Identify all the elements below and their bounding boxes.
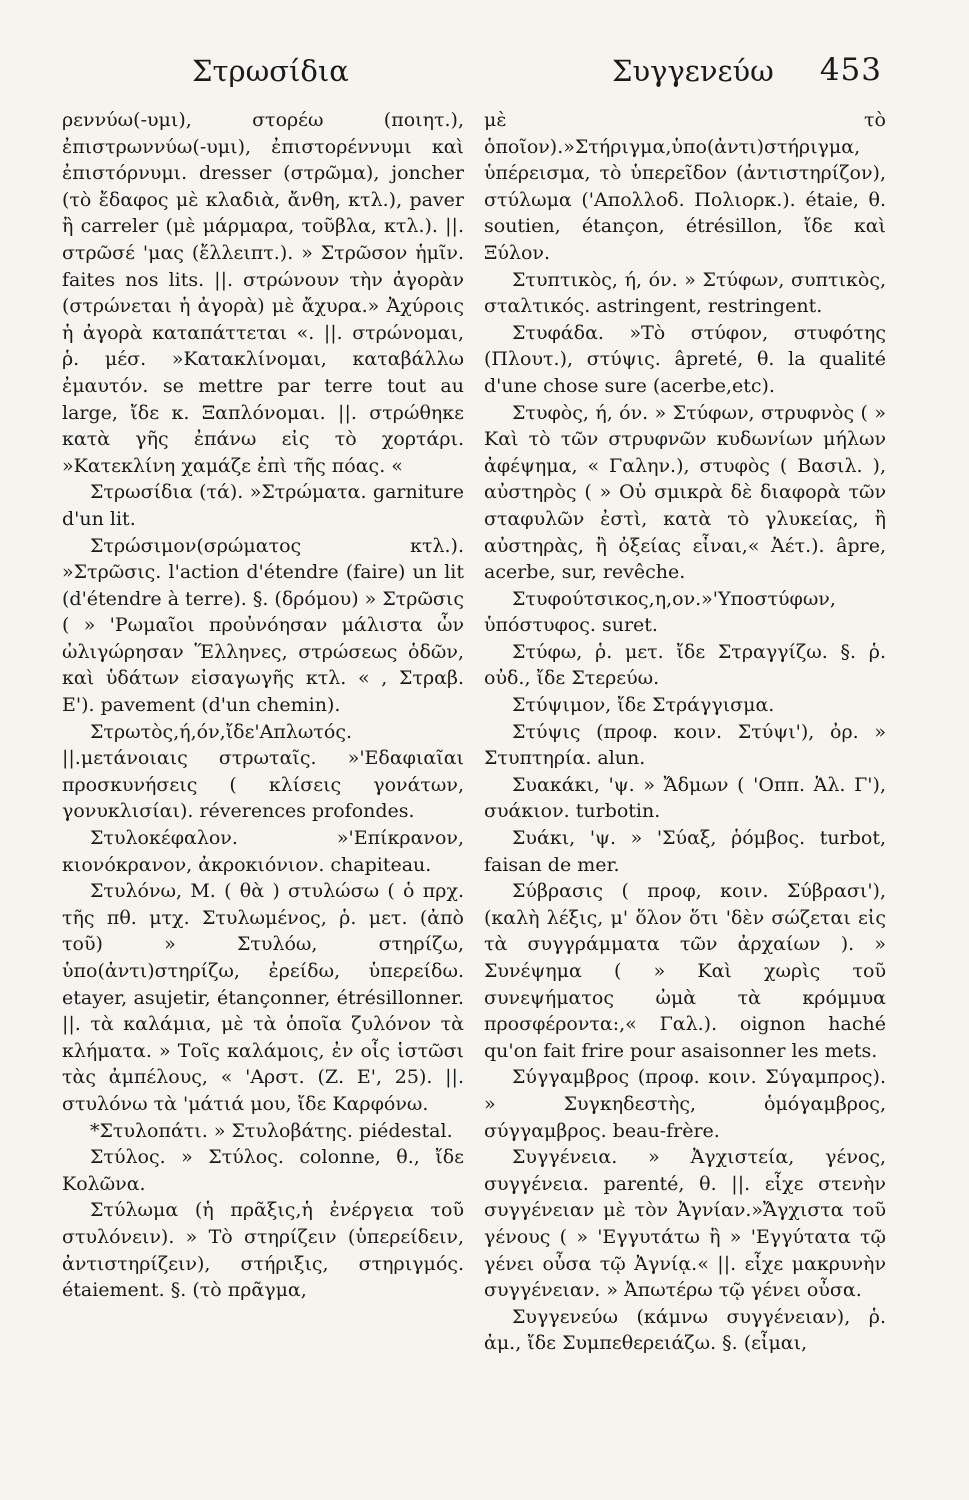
entry-paragraph: *Στυλοπάτι. » Στυλοβάτης. piédestal. [90, 1119, 453, 1142]
entry-paragraph: Στύλωμα (ἡ πρᾶξις,ἡ ἐνέργεια τοῦ στυλόνειν). » Τὸ στηρίζειν (ὑπερείδειν, ἀντιστηρίζειν), στήριξις, στηριγμός. étaiement. §. (τὸ πρᾶγμα, [62, 1199, 464, 1302]
entry-paragraph: Στύψιμον, ἴδε Στράγγισμα. [512, 694, 775, 717]
entry-paragraph: Συγγένεια. » Ἀγχιστεία, γένος, συγγένεια. parenté, θ. ||. εἶχε στενὴν συγγένειαν μὲ τὸν Ἀγνίαν.»Ἄγχιστα τοῦ γένους ( » 'Εγγυτάτω ἢ » 'Εγγύτατα τῷ γένει οὖσα τῷ Ἀγνίᾳ.« ||. εἶχε μακρυνὴν συγγένειαν. » Ἀπωτέρω τῷ γένει οὖσα. [484, 1146, 886, 1302]
entry-paragraph: Στρωτὸς,ή,όν,ἴδε'Απλωτός. ||.μετάνοιαις στρωταῖς. »'Εδαφιαῖαι προσκυνήσεις ( κλίσεις γονάτων, γονυκλισίαι). réverences profondes. [62, 720, 464, 823]
entry-paragraph: Στύψις (προφ. κοιν. Στύψι'), ὀρ. » Στυπτηρία. alun. [484, 720, 886, 770]
entry-paragraph: Σύβρασις ( προφ, κοιν. Σύβρασι'), (καλὴ λέξις, μ' ὅλον ὅτι 'δὲν σώζεται εἰς τὰ συγγράμματα τῶν ἀρχαίων ). » Συνέψημα ( » Καὶ χωρὶς τοῦ συνεψήματος ὠμὰ τὰ κρόμμυα προσφέροντα:,« Γαλ.). oignon haché qu'on fait frire pour asaisonner les mets. [484, 880, 886, 1062]
header-left-word: Στρωσίδια [192, 54, 349, 88]
entry-paragraph: Στυλόνω, Μ. ( θὰ ) στυλώσω ( ὁ πρχ. τῆς πθ. μτχ. Στυλωμένος, ῥ. μετ. (ἀπὸ τοῦ) » Στυλόω, στηρίζω, ὑπο(ἀντι)στηρίζω, ἐρείδω, ὑπερείδω. etayer, asujetir, étançonner, étrésillonner. ||. τὰ καλάμια, μὲ τὰ ὁποῖα ζυλόνον τὰ κλήματα. » Τοῖς καλάμοις, ἐν οἷς ἱστῶσι τὰς ἀμπέλους, « 'Αρστ. (Ζ. Ε', 25). ||. στυλόνω τὰ 'μάτιά μου, ἴδε Καρφόνω. [62, 880, 464, 1115]
page-number: 453 [819, 52, 882, 88]
left-column [62, 107, 464, 1304]
entry-paragraph: Συάκι, 'ψ. » 'Σύαξ, ῥόμβος. turbot, faisan de mer. [484, 827, 886, 876]
right-column [484, 107, 886, 1357]
entry-paragraph: Στύφω, ῥ. μετ. ἴδε Στραγγίζω. §. ῥ. οὐδ., ἴδε Στερεύω. [484, 640, 886, 690]
entry-paragraph: Στρωσίδια (τά). »Στρώματα. garniture d'un lit. [62, 481, 464, 530]
entry-paragraph: Στυπτικὸς, ή, όν. » Στύφων, συπτικὸς, σταλτικός. astringent, restringent. [484, 268, 886, 318]
header-right-word: Συγγενεύω [612, 54, 774, 88]
entry-paragraph: Σύγγαμβρος (προφ. κοιν. Σύγαμπρος). » Συγκηδεστὴς, ὁμόγαμβρος, σύγγαμβρος. beau-frère. [484, 1066, 886, 1142]
entry-paragraph: Στυφάδα. »Τὸ στύφον, στυφότης (Πλουτ.), στύψις. âpreté, θ. la qualité d'une chose sure (acerbe,etc). [484, 321, 886, 397]
entry-paragraph: Συακάκι, 'ψ. » Ἄδμων ( 'Οππ. Ἁλ. Γ'), συάκιον. turbotin. [484, 773, 886, 823]
entry-paragraph: ρεννύω(-υμι), στορέω (ποιητ.), ἐπιστρωννύω(-υμι), ἐπιστορέννυμι καὶ ἐπιστόρνυμι. dresser (στρῶμα), joncher (τὸ ἔδαφος μὲ κλαδιὰ, ἄνθη, κτλ.), paver ἢ carreler (μὲ μάρμαρα, τοῦβλα, κτλ.). ||. στρῶσέ 'μας (ἔλλειπτ.). » Στρῶσον ἡμῖν. faites nos lits. ||. στρώνουν τὴν ἀγορὰν (στρώνεται ἡ ἀγορὰ) μὲ ἄχυρα.» Ἀχύροις ἡ ἀγορὰ καταπάττεται «. ||. στρώνομαι, ῥ. μέσ. »Κατακλίνομαι, καταβάλλω ἐμαυτόν. se mettre par terre tout au large, ἴδε κ. Ξαπλόνομαι. ||. στρώθηκε κατὰ γῆς ἐπάνω εἰς τὸ χορτάρι. »Κατεκλίνη χαμάζε ἐπὶ τῆς πόας. « [62, 109, 464, 477]
entry-paragraph: Στύλος. » Στύλος. colonne, θ., ἴδε Κολῶνα. [62, 1146, 464, 1195]
entry-paragraph: Στρώσιμον(σρώματος κτλ.). »Στρῶσις. l'action d'étendre (faire) un lit (d'étendre à terre). §. (δρόμου) » Στρῶσις ( » 'Ρωμαῖοι προὐνόησαν μάλιστα ὧν ὠλιγώρησαν Ἕλληνες, στρώσεως ὁδῶν, καὶ ὑδάτων εἰσαγωγῆς κτλ. « , Στραβ. Ε'). pavement (d'un chemin). [62, 534, 464, 717]
entry-paragraph: Στυφούτσικος,η,ον.»'Υποστύφων, ὑπόστυφος. suret. [484, 587, 836, 637]
entry-paragraph: Στυφὸς, ή, όν. » Στύφων, στρυφνὸς ( » Καὶ τὸ τῶν στρυφνῶν κυδωνίων μήλων ἀφέψημα, « Γαλην.), στυφὸς ( Βασιλ. ), αὐστηρὸς ( » Οὐ σμικρὰ δὲ διαφορὰ τῶν σταφυλῶν ἐστὶ, κατὰ τὸ γλυκείας, ἢ αὐστηρὰς, ἢ ὀξείας εἶναι,« Ἀέτ.). âpre, acerbe, sur, revêche. [484, 401, 886, 584]
entry-paragraph: Στυλοκέφαλον. »'Επίκρανον, κιονόκρανον, ἀκροκιόνιον. chapiteau. [62, 827, 464, 876]
running-header [62, 52, 882, 102]
entry-paragraph: Συγγενεύω (κάμνω συγγένειαν), ῥ. ἀμ., ἴδε Συμπεθερειάζω. §. (εἶμαι, [484, 1305, 886, 1355]
entry-paragraph: μὲ τὸ ὁποῖον).»Στήριγμα,ὑπο(ἀντι)στήριγμα, ὑπέρεισμα, τὸ ὑπερεῖδον (ἀντιστηρίζον), στύλωμα ('Απολλοδ. Πολιορκ.). étaie, θ. soutien, étançon, étrésillon, ἴδε καὶ Ξύλον. [484, 109, 886, 264]
